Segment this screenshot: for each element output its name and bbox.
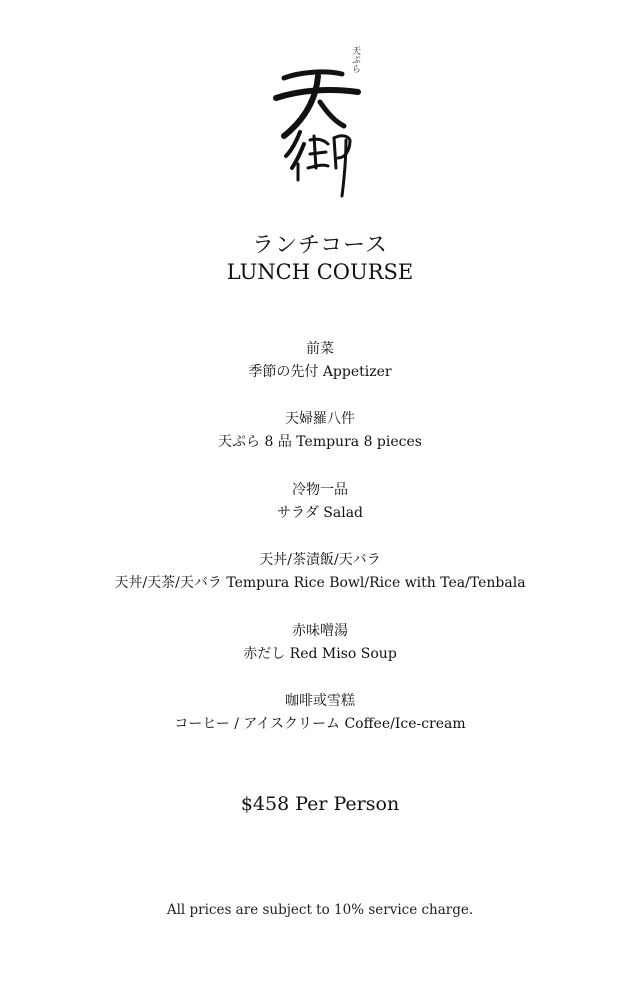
price-per-person: $458 Per Person — [240, 793, 400, 815]
course-desc: サラダ Salad — [276, 505, 364, 521]
course-desc: 天丼/天茶/天バラ Tempura Rice Bowl/Rice with Tea/Tenbala — [114, 575, 526, 591]
course-item-tempura — [0, 410, 640, 451]
course-desc: 季節の先付 Appetizer — [248, 364, 392, 380]
page-title-en: LUNCH COURSE — [226, 260, 414, 284]
course-head: 冷物一品 — [292, 482, 348, 498]
course-desc: 赤だし Red Miso Soup — [243, 646, 397, 662]
course-item-rice — [0, 551, 640, 592]
service-charge-note: All prices are subject to 10% service charge. — [166, 902, 474, 918]
course-head: 天婦羅八件 — [285, 411, 355, 427]
course-head: 赤味噌湯 — [292, 623, 348, 639]
logo-small-text: 天ぷら — [350, 46, 360, 73]
course-desc: 天ぷら 8 品 Tempura 8 pieces — [218, 434, 422, 450]
calligraphy-logo-icon — [270, 40, 380, 200]
course-item-dessert — [0, 692, 640, 733]
course-item-soup — [0, 622, 640, 663]
page-title-jp: ランチコース — [251, 233, 389, 258]
course-head: 咖啡或雪糕 — [285, 693, 355, 709]
course-item-appetizer — [0, 340, 640, 381]
course-head: 前菜 — [306, 341, 334, 357]
course-head: 天丼/茶漬飯/天バラ — [259, 552, 381, 568]
course-item-salad — [0, 481, 640, 522]
restaurant-logo — [270, 40, 380, 200]
course-desc: コーヒー / アイスクリーム Coffee/Ice-cream — [174, 716, 466, 732]
